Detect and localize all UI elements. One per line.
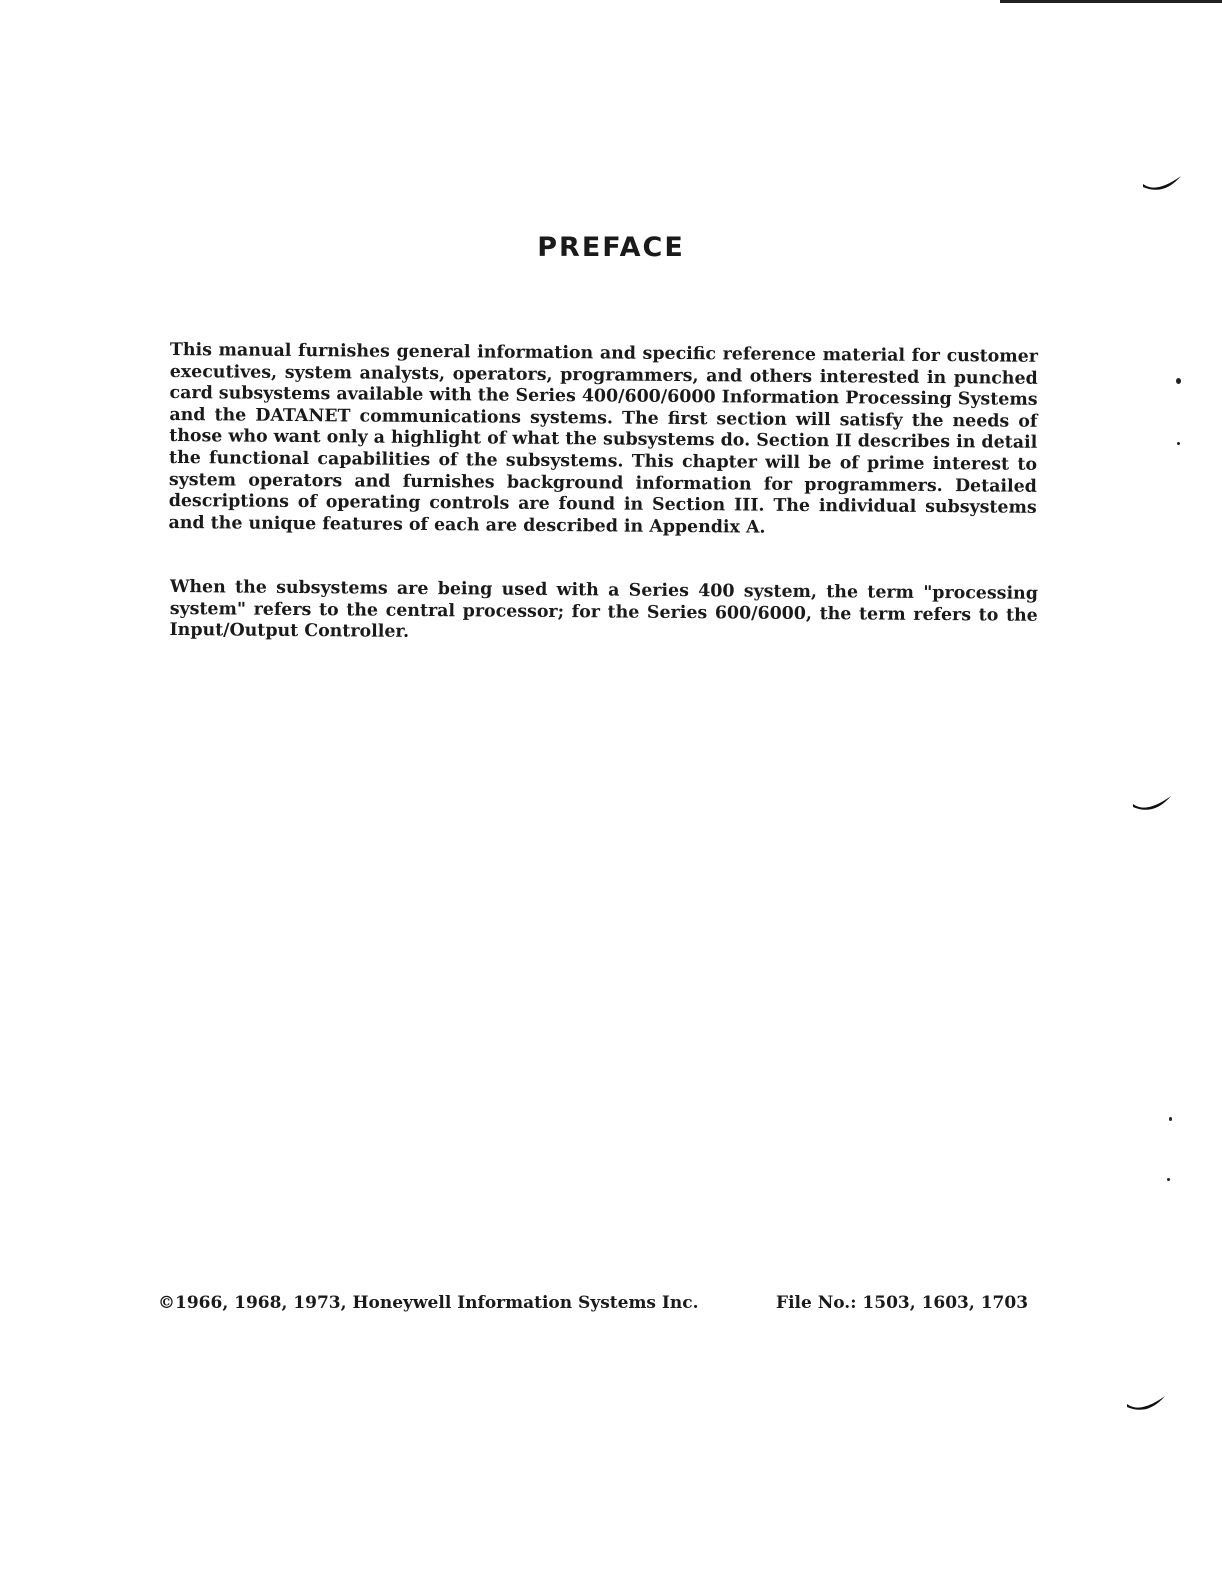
preface-paragraph-2: When the subsystems are being used with a Series 400 system, the term "processing system" refers to the central processor; for the Series 600/6000, the term refers to the Input/Output Controller. [169, 577, 1038, 643]
scan-speck [1169, 1117, 1172, 1121]
binder-hole-mark-icon [1132, 794, 1172, 816]
preface-paragraph-1: This manual furnishes general information and specific reference material for customer executives, system analysts, operators, programmers, and others interested in punched card subsystems available with the Series 400/600/6000 Information Processing Systems and the DATANET communications systems. The first section will satisfy the needs of those who want only a highlight of what the subsystems do. Section II describes in detail the functional capabilities of the subsystems. This chapter will be of prime interest to system operators and furnishes background information for programmers. Detailed descriptions of operating controls are found in Section III. The individual subsystems and the unique features of each are described in Appendix A. [168, 340, 1038, 538]
copyright-notice: ©1966, 1968, 1973, Honeywell Information Systems Inc. [158, 1293, 699, 1313]
binder-hole-mark-icon [1126, 1394, 1166, 1416]
scan-speck [1167, 1178, 1170, 1181]
binder-hole-mark-icon [1142, 174, 1182, 196]
top-edge-mark [1000, 0, 1222, 3]
file-number: File No.: 1503, 1603, 1703 [776, 1293, 1029, 1313]
page-title: PREFACE [537, 232, 685, 263]
scan-speck [1176, 378, 1181, 384]
scan-speck [1177, 442, 1180, 445]
